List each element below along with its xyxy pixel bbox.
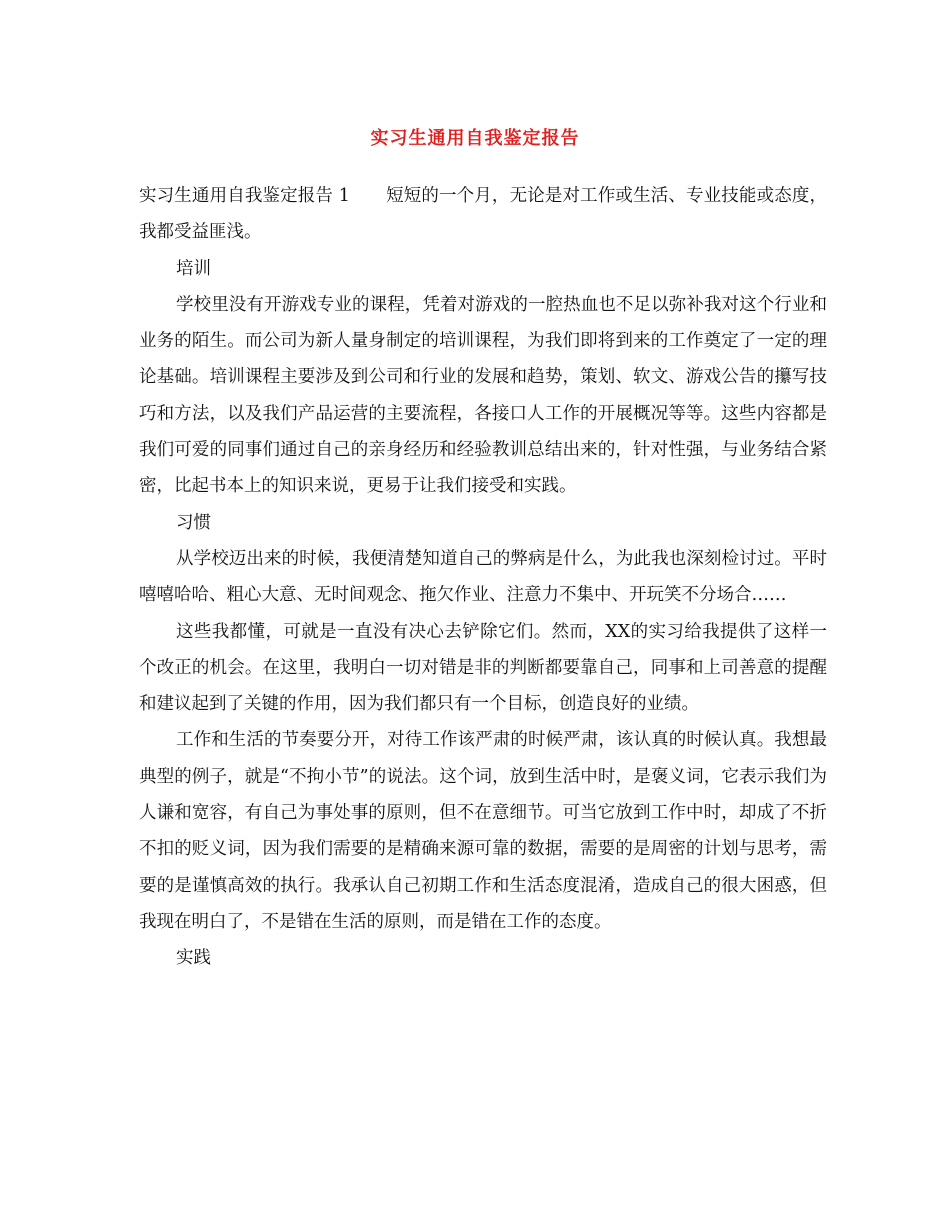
intro-text: 短短的一个月，无论是对工作或生活、专业技能或态度，我都受益匪浅。 [139, 186, 827, 243]
intro-heading: 实习生通用自我鉴定报告 1 [139, 186, 350, 206]
document-title: 实习生通用自我鉴定报告 [370, 128, 580, 149]
paragraph: 工作和生活的节奏要分开，对待工作该严肃的时候严肃，该认真的时候认真。我想最典型的例子，就是“不拘小节”的说法。这个词，放到生活中时，是褒义词，它表示我们为人谦和宽容，有自己为事处事的原则，但不在意细节。可当它放到工作中时，却成了不折不扣的贬义词，因为我们需要的是精确来源可靠的数据，需要的是周密的计划与思考，需要的是谨慎高效的执行。我承认自己初期工作和生活态度混淆，造成自己的很大困惑，但我现在明白了，不是错在生活的原则，而是错在工作的态度。 [139, 730, 827, 932]
document-body [139, 178, 827, 977]
section-heading-training: 培训 [176, 258, 211, 279]
paragraph: 学校里没有开游戏专业的课程，凭着对游戏的一腔热血也不足以弥补我对这个行业和业务的陌生。而公司为新人量身制定的培训课程，为我们即将到来的工作奠定了一定的理论基础。培训课程主要涉及到公司和行业的发展和趋势，策划、软文、游戏公告的攥写技巧和方法，以及我们产品运营的主要流程，各接口人工作的开展概况等等。这些内容都是我们可爱的同事们通过自己的亲身经历和经验教训总结出来的，针对性强，与业务结合紧密，比起书本上的知识来说，更易于让我们接受和实践。 [139, 294, 827, 497]
paragraph: 这些我都懂，可就是一直没有决心去铲除它们。然而，XX的实习给我提供了这样一个改正的机会。在这里，我明白一切对错是非的判断都要靠自己，同事和上司善意的提醒和建议起到了关键的作用，因为我们都只有一个目标，创造良好的业绩。 [139, 621, 827, 715]
intro-paragraph [139, 178, 827, 251]
section-heading-practice: 实践 [176, 948, 211, 969]
paragraph: 从学校迈出来的时候，我便清楚知道自己的弊病是什么，为此我也深刻检讨过。平时嘻嘻哈哈、粗心大意、无时间观念、拖欠作业、注意力不集中、开玩笑不分场合…… [139, 548, 827, 606]
section-heading-habits: 习惯 [176, 512, 211, 533]
